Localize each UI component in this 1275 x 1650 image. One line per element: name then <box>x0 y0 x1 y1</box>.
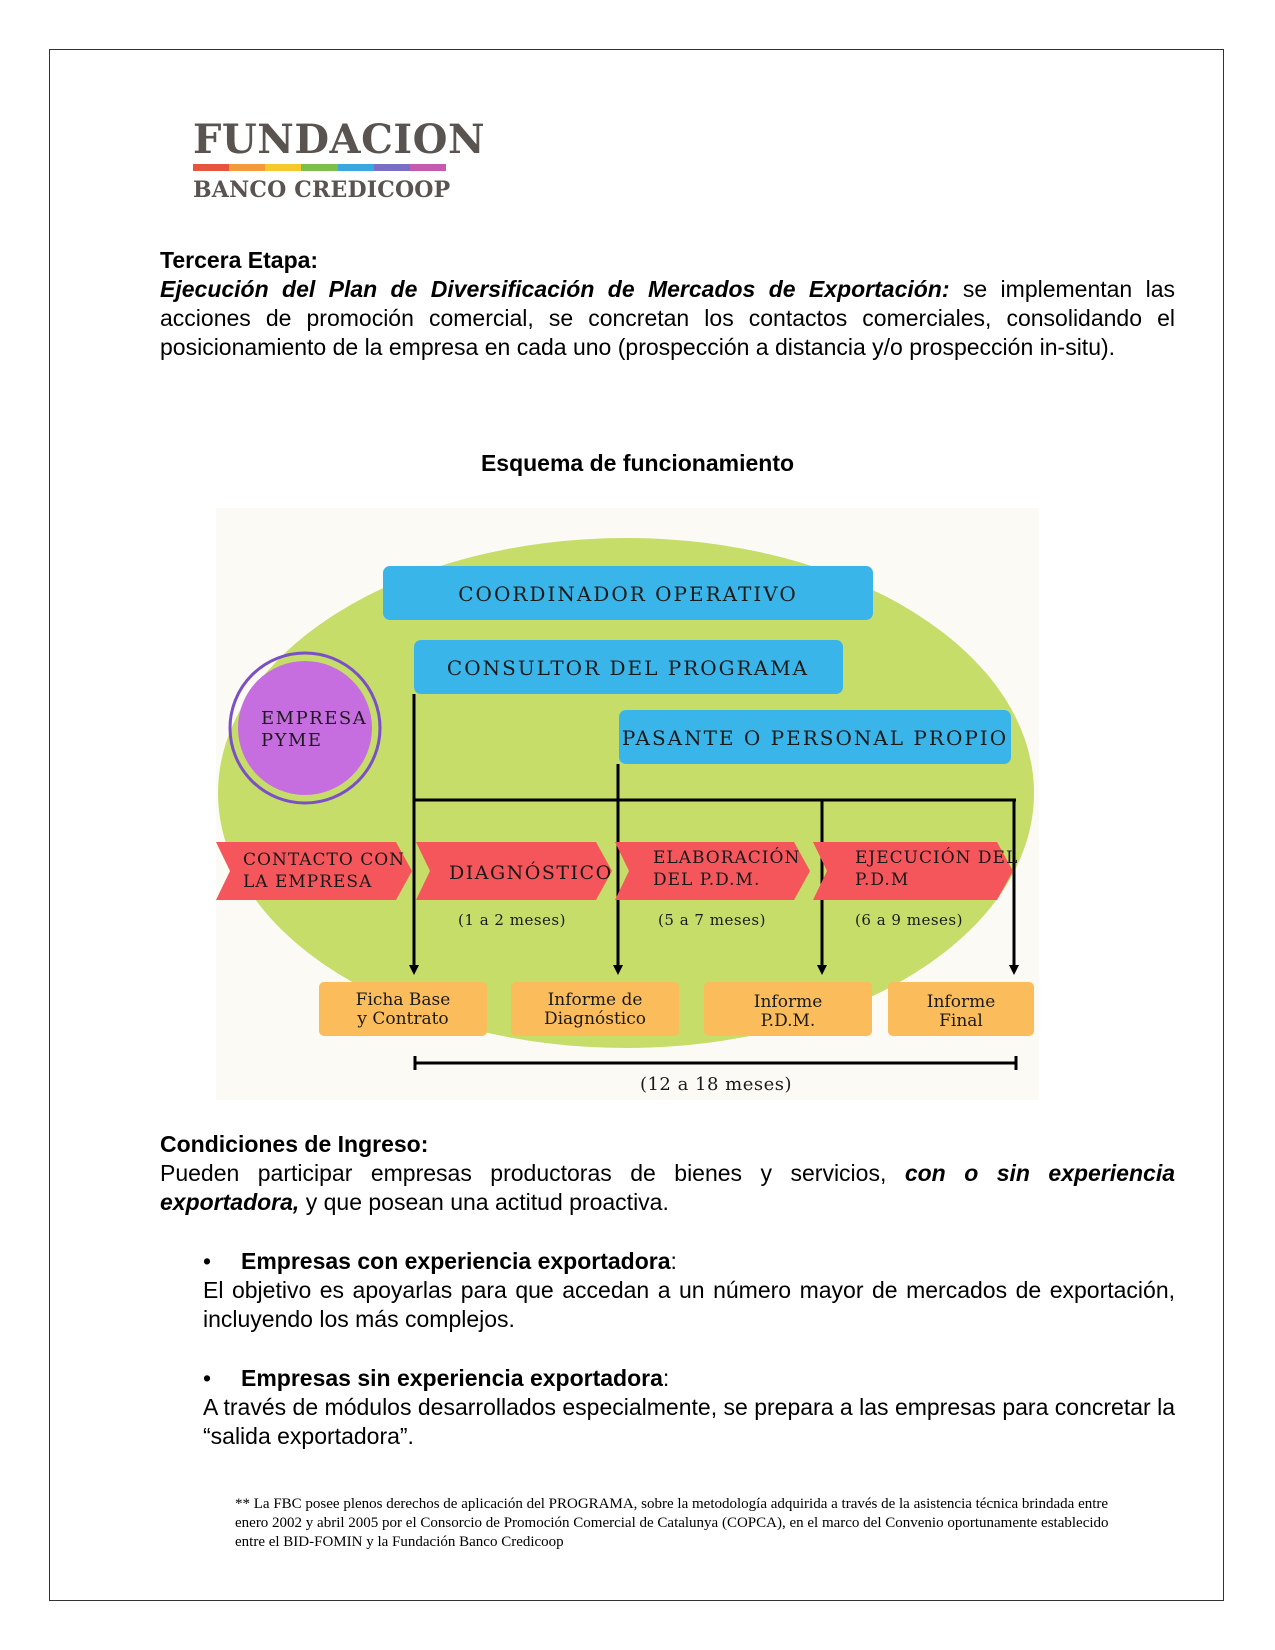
coordinador-label: COORDINADOR OPERATIVO <box>458 582 798 606</box>
bullet-icon: • <box>203 1248 212 1274</box>
bullet-title: Empresas con experiencia exportadora: <box>241 1248 677 1274</box>
logo-title: FUNDACION <box>193 116 486 163</box>
schema-title: Esquema de funcionamiento <box>480 450 795 476</box>
arrow-ejecucion-line2: P.D.M <box>855 870 910 890</box>
bullet-icon: • <box>203 1365 212 1391</box>
logo-bar-segment <box>410 164 446 171</box>
flow-diagram <box>216 508 1039 1100</box>
report-diagnostico-line1: Informe de <box>547 990 643 1010</box>
duration-elaboracion: (5 a 7 meses) <box>658 911 766 929</box>
bullet-item <box>203 1247 1175 1334</box>
arrow-diagnostico-label: DIAGNÓSTICO <box>449 862 613 884</box>
report-diagnostico-line2: Diagnóstico <box>543 1009 647 1029</box>
bullet-title-line <box>203 1364 1175 1393</box>
stage-paragraph <box>160 275 1175 362</box>
bullet-title-text: Empresas con experiencia exportadora <box>241 1248 671 1274</box>
duration-ejecucion: (6 a 9 meses) <box>855 911 963 929</box>
bullet-item <box>203 1364 1175 1451</box>
bullet-title-text: Empresas sin experiencia exportadora <box>241 1365 663 1391</box>
stage-title: Ejecución del Plan de Diversificación de Mercados de Exportación: <box>160 276 950 302</box>
report-ficha-line1: Ficha Base <box>355 990 451 1010</box>
arrow-contacto-line2: LA EMPRESA <box>243 872 373 892</box>
conditions-text-before: Pueden participar empresas productoras de bienes y servicios, <box>160 1160 905 1186</box>
logo-bar-segment <box>229 164 265 171</box>
conditions-paragraph <box>160 1159 1175 1217</box>
fundacion-logo <box>193 116 486 203</box>
empresa-label-line1: EMPRESA <box>261 708 368 729</box>
arrow-elaboracion-line1: ELABORACIÓN <box>653 848 801 868</box>
logo-bar-segment <box>374 164 410 171</box>
logo-bar-segment <box>301 164 337 171</box>
bullet-title-line <box>203 1247 1175 1276</box>
duration-diagnostico: (1 a 2 meses) <box>458 911 566 929</box>
stage-text: se implementan las acciones de promoción comercial, se concretan los contactos comerciales, consolidando el posicionamiento de la empresa en cada uno (prospección a distancia y/o prospección in-situ). <box>160 276 1175 360</box>
report-final-line1: Informe <box>926 992 996 1012</box>
logo-bar-segment <box>265 164 301 171</box>
consultor-label: CONSULTOR DEL PROGRAMA <box>446 656 810 680</box>
arrow-ejecucion-line1: EJECUCIÓN DEL <box>855 848 1019 868</box>
report-pdm-line1: Informe <box>753 992 823 1012</box>
conditions-heading: Condiciones de Ingreso: <box>160 1131 429 1157</box>
bullet-description: El objetivo es apoyarlas para que accedan a un número mayor de mercados de exportación, incluyendo los más complejos. <box>203 1277 1175 1332</box>
conditions-section <box>160 1130 1175 1451</box>
stage-heading: Tercera Etapa: <box>160 247 319 273</box>
conditions-emphasis: con o sin experiencia exportadora, <box>160 1160 1175 1215</box>
empresa-label-line2: PYME <box>261 730 323 751</box>
arrow-elaboracion-line2: DEL P.D.M. <box>653 870 761 890</box>
logo-subtitle: BANCO CREDICOOP <box>193 177 451 203</box>
flow-diagram-svg <box>216 508 1039 1100</box>
footnote: ** La FBC posee plenos derechos de aplicación del PROGRAMA, sobre la metodología adquirida a través de la asistencia técnica brindada entre enero 2002 y abril 2005 por el Consorcio de Promoción Comercial de Catalunya (COPCA), en el marco del Convenio oportunamente establecido entre el BID-FOMIN y la Fundación Banco Credicoop <box>235 1496 1109 1550</box>
pasante-label: PASANTE O PERSONAL PROPIO <box>621 726 1009 750</box>
conditions-text-after: y que posean una actitud proactiva. <box>299 1189 669 1215</box>
report-pdm-line2: P.D.M. <box>760 1011 816 1031</box>
logo-color-bar <box>193 164 446 171</box>
bullet-title: Empresas sin experiencia exportadora: <box>241 1365 670 1391</box>
logo-bar-segment <box>338 164 374 171</box>
timeline-label: (12 a 18 meses) <box>639 1074 793 1095</box>
bullet-description: A través de módulos desarrollados especialmente, se prepara a las empresas para concretar la “salida exportadora”. <box>203 1394 1175 1449</box>
report-final-line2: Final <box>939 1011 983 1031</box>
stage-section <box>160 246 1175 362</box>
logo-bar-segment <box>193 164 229 171</box>
arrow-contacto-line1: CONTACTO CON <box>243 850 406 870</box>
report-ficha-line2: y Contrato <box>357 1009 449 1029</box>
